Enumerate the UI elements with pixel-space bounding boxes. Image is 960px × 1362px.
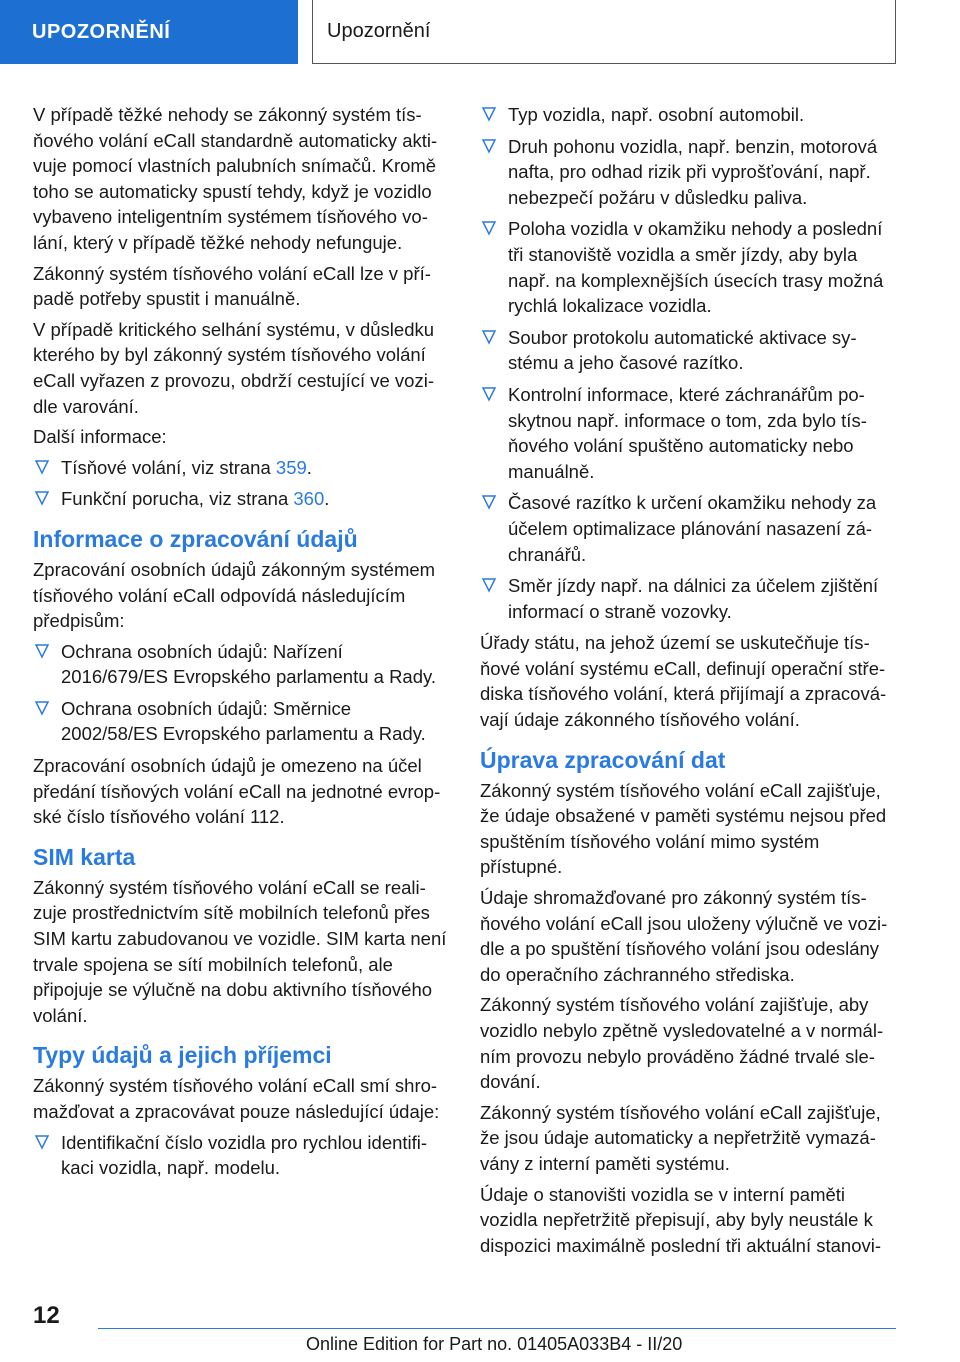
list-item-text: Soubor protokolu automatické aktivace systému a jeho časové razítko.	[508, 326, 857, 374]
paragraph: Údaje o stanovišti vozidla se v interní paměti vozidla nepřetržitě přepisují, aby byly neustále k dispozici maximálně poslední tři aktuální stanovi-	[480, 1183, 882, 1256]
footer-edition[interactable]: Online Edition for Part no. 01405A033B4 - II/20	[306, 1334, 683, 1354]
section-heading: Typy údajů a jejich příjemci	[33, 1042, 332, 1069]
cross-reference-list	[33, 455, 448, 512]
bullet-triangle-icon	[35, 459, 49, 475]
list-item: Funkční porucha, viz strana 360.	[33, 486, 448, 512]
footer-divider	[98, 1328, 896, 1329]
paragraph: Zákonný systém tísňového volání eCall zajišťuje, že údaje obsažené v paměti systému nejsou před spuštěním tísňového volání mimo systém přístupné.	[480, 779, 887, 878]
bullet-triangle-icon	[482, 138, 496, 154]
paragraph: Zákonný systém tísňového volání eCall lze v případě potřeby spustit i manuálně.	[33, 262, 431, 310]
list-item-text: Ochrana osobních údajů: Směrnice 2002/58/ES Evropského parlamentu a Rady.	[61, 697, 426, 745]
section-heading: Informace o zpracování údajů	[33, 525, 358, 552]
list-item: Tísňové volání, viz strana 359.	[33, 455, 448, 481]
paragraph: Zákonný systém tísňového volání eCall zajišťuje, že jsou údaje automaticky a nepřetržitě vymazávány z interní paměti systému.	[480, 1101, 881, 1174]
list-item	[480, 134, 898, 211]
list-item-text: Poloha vozidla v okamžiku nehody a poslední tři stanoviště vozidla a směr jízdy, aby byla např. na komplexnějších úsecích trasy možná rychlá lokalizace vozidla.	[508, 218, 884, 317]
list-item	[480, 382, 898, 484]
bullet-triangle-icon	[482, 386, 496, 402]
bullet-triangle-icon	[482, 106, 496, 122]
paragraph: Další informace:	[33, 426, 167, 448]
page-number: 12	[33, 1302, 60, 1329]
bullet-triangle-icon	[482, 329, 496, 345]
section-tab[interactable]: UPOZORNĚNÍ	[0, 0, 298, 64]
left-column	[33, 102, 448, 1187]
page-link[interactable]: 360	[293, 488, 325, 510]
right-column	[480, 102, 898, 1263]
paragraph: Zákonný systém tísňového volání eCall smí shromažďovat a zpracovávat pouze následující údaje:	[33, 1075, 440, 1122]
list-item-text: Funkční porucha, viz strana	[61, 488, 294, 510]
page-header-title: Upozornění	[312, 0, 896, 64]
bullet-triangle-icon	[35, 490, 49, 506]
list-item	[480, 490, 898, 567]
list-item-text: Kontrolní informace, které záchranářům poskytnou např. informace o tom, zda bylo tísňového volání spuštěno automaticky nebo manuálně.	[508, 383, 867, 482]
bullet-triangle-icon	[35, 643, 49, 659]
bullet-triangle-icon	[482, 494, 496, 510]
data-type-list	[33, 1130, 448, 1181]
list-item-text: Časové razítko k určení okamžiku nehody za účelem optimalizace plánování nasazení záchranářů.	[508, 492, 877, 565]
paragraph: Úřady státu, na jehož území se uskutečňuje tísňové volání systému eCall, definují operační střediska tísňového volání, která přijímají a zpracovávají údaje zákonného tísňového volání.	[480, 632, 887, 731]
data-type-list	[480, 102, 898, 624]
list-item-text: Typ vozidla, např. osobní automobil.	[508, 104, 805, 125]
bullet-triangle-icon	[35, 700, 49, 716]
paragraph: V případě těžké nehody se zákonný systém tísňového volání eCall standardně automaticky aktivuje pomocí vlastních palubních snímačů. Kromě toho se automaticky spustí tehdy, když je vozidlo vybaveno inteligentním systémem tísňového volání, který v případě těžké nehody nefunguje.	[33, 104, 438, 253]
section-heading: SIM karta	[33, 843, 136, 870]
paragraph: Zákonný systém tísňového volání eCall se realizuje prostřednictvím sítě mobilních telefonů přes SIM kartu zabudovanou ve vozidle. SIM karta není trvale spojena se sítí mobilních telefonů, ale připojuje se výlučně na dobu aktivního tísňového volání.	[33, 876, 447, 1026]
paragraph: Zpracování osobních údajů zákonným systémem tísňového volání eCall odpovídá následujícím předpisům:	[33, 558, 436, 632]
list-item	[480, 216, 898, 318]
list-item	[480, 573, 898, 624]
section-heading: Úprava zpracování dat	[480, 746, 726, 773]
list-item	[33, 1130, 448, 1181]
paragraph: V případě kritického selhání systému, v důsledku kterého by byl zákonný systém tísňového volání eCall vyřazen z provozu, obdrží cestující ve vozidle varování.	[33, 318, 435, 417]
regulation-list	[33, 639, 448, 747]
bullet-triangle-icon	[482, 577, 496, 593]
list-item	[33, 639, 448, 690]
list-item-text: Tísňové volání, viz strana	[61, 456, 276, 478]
list-item-text: Ochrana osobních údajů: Nařízení 2016/679/ES Evropského parlamentu a Rady.	[61, 640, 437, 688]
list-item	[480, 102, 898, 128]
paragraph: Údaje shromažďované pro zákonný systém tísňového volání eCall jsou uloženy výlučně ve vozidle a po spuštění tísňového volání jsou odeslány do operačního záchranného střediska.	[480, 887, 888, 985]
list-item	[480, 325, 898, 376]
list-item-text: Směr jízdy např. na dálnici za účelem zjištění informací o straně vozovky.	[508, 575, 879, 622]
bullet-triangle-icon	[35, 1134, 49, 1150]
page-link[interactable]: 359	[275, 456, 307, 478]
paragraph: Zpracování osobních údajů je omezeno na účel předání tísňových volání eCall na jednotné evropské číslo tísňového volání 112.	[33, 755, 441, 828]
list-item-text: Druh pohonu vozidla, např. benzin, motorová nafta, pro odhad rizik při vyprošťování, např. nebezpečí požáru v důsledku paliva.	[508, 135, 878, 208]
bullet-triangle-icon	[482, 220, 496, 236]
paragraph: Zákonný systém tísňového volání zajišťuje, aby vozidlo nebylo zpětně vysledovatelné a v normálním provozu nebylo prováděno žádné trvalé sledování.	[480, 994, 884, 1093]
list-item	[33, 696, 448, 747]
list-item-text: Identifikační číslo vozidla pro rychlou identifikaci vozidla, např. modelu.	[61, 1131, 428, 1179]
